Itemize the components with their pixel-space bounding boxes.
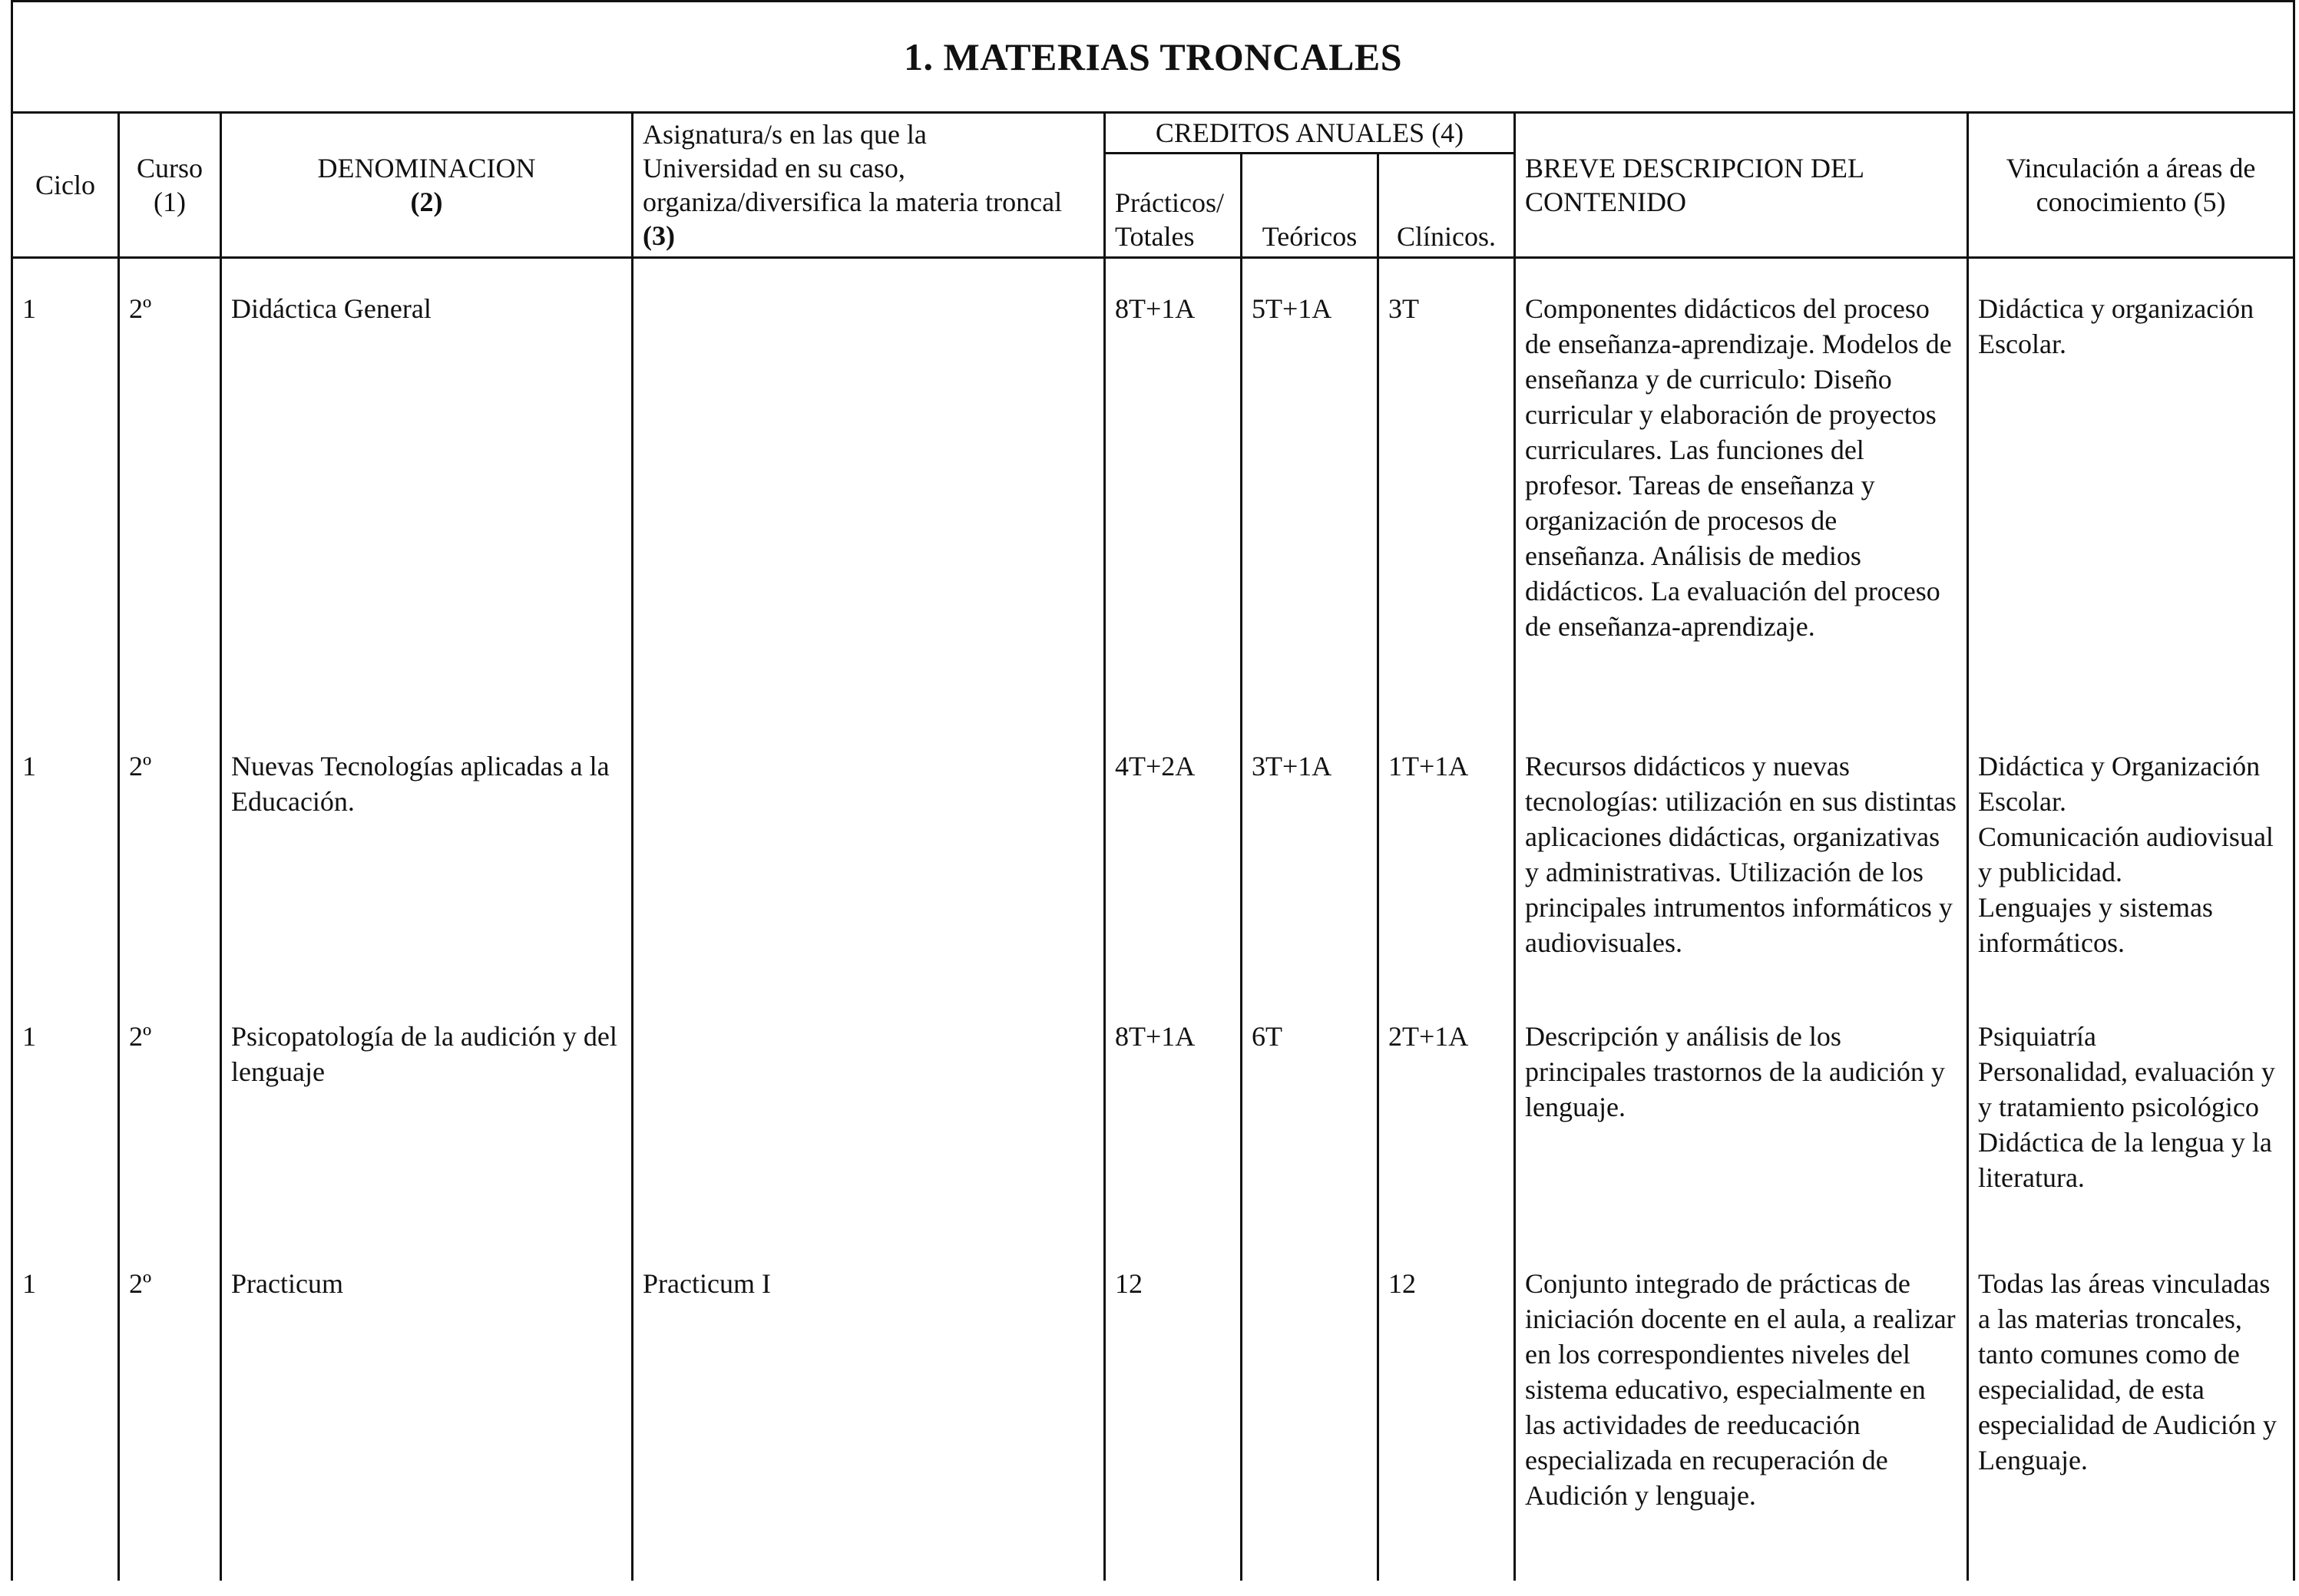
table-row <box>12 748 2294 1019</box>
cell-vinculacion <box>1968 748 2294 1019</box>
vinculacion-item: Psiquiatría <box>1978 1021 2096 1052</box>
header-separator-cell <box>12 258 119 281</box>
cell-descripcion: Descripción y análisis de los principales trastornos de la audición y lenguaje. <box>1515 1019 1968 1266</box>
vinculacion-item: Didáctica y organización Escolar. <box>1978 293 2254 359</box>
header-curso-note: (1) <box>154 187 186 217</box>
header-asignatura-line1: Asignatura/s en las que la <box>643 119 927 150</box>
vinculacion-item: Didáctica de la lengua y la literatura. <box>1978 1127 2272 1193</box>
header-asignatura-line3: organiza/diversifica la materia troncal <box>643 187 1063 217</box>
header-separator-cell <box>1515 258 1968 281</box>
header-clinicos: Clínicos. <box>1378 154 1515 258</box>
materias-troncales-table <box>11 0 2295 1581</box>
document-page <box>11 0 2293 1596</box>
header-practicos <box>1105 154 1242 258</box>
header-teoricos: Teóricos <box>1242 154 1378 258</box>
header-denominacion-label: DENOMINACION <box>317 153 536 183</box>
vinculacion-item: Lenguajes y sistemas informáticos. <box>1978 892 2213 958</box>
header-separator-cell <box>1242 258 1378 281</box>
header-breve-line2: CONTENIDO <box>1525 187 1686 217</box>
cell-ciclo: 1 <box>12 1019 119 1266</box>
cell-denominacion: Practicum <box>221 1266 633 1581</box>
cell-curso: 2º <box>119 280 221 748</box>
cell-totales: 4T+2A <box>1105 748 1242 1019</box>
header-separator-cell <box>221 258 633 281</box>
header-asignatura-note: (3) <box>643 220 675 251</box>
vinculacion-item: Todas las áreas vinculadas a las materias troncales, tanto comunes como de especialidad, de esta especialidad de Audición y Lenguaje. <box>1978 1268 2277 1475</box>
vinculacion-item: Didáctica y Organización Escolar. <box>1978 751 2261 817</box>
cell-totales: 12 <box>1105 1266 1242 1581</box>
cell-ciclo: 1 <box>12 1266 119 1581</box>
cell-denominacion: Nuevas Tecnologías aplicadas a la Educación. <box>221 748 633 1019</box>
cell-curso: 2º <box>119 1266 221 1581</box>
cell-vinculacion <box>1968 280 2294 748</box>
vinculacion-item: Personalidad, evaluación y y tratamiento psicológico <box>1978 1056 2275 1122</box>
cell-totales: 8T+1A <box>1105 280 1242 748</box>
table-row <box>12 280 2294 748</box>
header-separator-cell <box>119 258 221 281</box>
header-separator-cell <box>633 258 1105 281</box>
cell-curso: 2º <box>119 1019 221 1266</box>
header-ciclo: Ciclo <box>12 113 119 258</box>
table-row <box>12 1019 2294 1266</box>
header-practicos-line2: Totales <box>1115 221 1195 252</box>
header-asignatura <box>633 113 1105 258</box>
cell-vinculacion <box>1968 1019 2294 1266</box>
cell-denominacion: Didáctica General <box>221 280 633 748</box>
header-breve-line1: BREVE DESCRIPCION DEL <box>1525 153 1865 183</box>
cell-vinculacion <box>1968 1266 2294 1581</box>
cell-clinicos: 12 <box>1378 1266 1515 1581</box>
cell-teoricos: 6T <box>1242 1019 1378 1266</box>
cell-teoricos: 5T+1A <box>1242 280 1378 748</box>
cell-descripcion: Recursos didácticos y nuevas tecnologías: utilización en sus distintas aplicaciones didácticas, organizativas y administrativas. Utilización de los principales intrumentos informáticos y audiovisuales. <box>1515 748 1968 1019</box>
header-denominacion <box>221 113 633 258</box>
cell-asignatura <box>633 748 1105 1019</box>
cell-totales: 8T+1A <box>1105 1019 1242 1266</box>
cell-denominacion: Psicopatología de la audición y del lenguaje <box>221 1019 633 1266</box>
header-vinculacion-line2: conocimiento (5) <box>2036 187 2226 217</box>
cell-ciclo: 1 <box>12 280 119 748</box>
cell-asignatura <box>633 280 1105 748</box>
header-separator-cell <box>1968 258 2294 281</box>
cell-asignatura: Practicum I <box>633 1266 1105 1581</box>
cell-teoricos: 3T+1A <box>1242 748 1378 1019</box>
header-separator-cell <box>1378 258 1515 281</box>
cell-clinicos: 3T <box>1378 280 1515 748</box>
cell-clinicos: 1T+1A <box>1378 748 1515 1019</box>
header-creditos: CREDITOS ANUALES (4) <box>1105 113 1515 154</box>
header-vinculacion <box>1968 113 2294 258</box>
cell-clinicos: 2T+1A <box>1378 1019 1515 1266</box>
header-separator-cell <box>1105 258 1242 281</box>
page-title: 1. MATERIAS TRONCALES <box>12 2 2294 113</box>
table-row <box>12 1266 2294 1581</box>
cell-curso: 2º <box>119 748 221 1019</box>
cell-descripcion: Conjunto integrado de prácticas de iniciación docente en el aula, a realizar en los correspondientes niveles del sistema educativo, especialmente en las actividades de reeducación especializada en recuperación de Audición y lenguaje. <box>1515 1266 1968 1581</box>
header-breve-descripcion <box>1515 113 1968 258</box>
header-curso <box>119 113 221 258</box>
cell-ciclo: 1 <box>12 748 119 1019</box>
header-practicos-line1: Prácticos/ <box>1115 187 1224 218</box>
header-curso-label: Curso <box>136 153 203 183</box>
cell-asignatura <box>633 1019 1105 1266</box>
header-vinculacion-line1: Vinculación a áreas de <box>2006 153 2256 183</box>
vinculacion-item: Comunicación audiovisual y publicidad. <box>1978 821 2274 887</box>
cell-descripcion: Componentes didácticos del proceso de enseñanza-aprendizaje. Modelos de enseñanza y de curriculo: Diseño curricular y elaboración de proyectos curriculares. Las funciones del profesor. Tareas de enseñanza y organización de procesos de enseñanza. Análisis de medios didácticos. La evaluación del proceso de enseñanza-aprendizaje. <box>1515 280 1968 748</box>
header-asignatura-line2: Universidad en su caso, <box>643 153 905 183</box>
cell-teoricos <box>1242 1266 1378 1581</box>
header-denominacion-note: (2) <box>410 187 443 217</box>
